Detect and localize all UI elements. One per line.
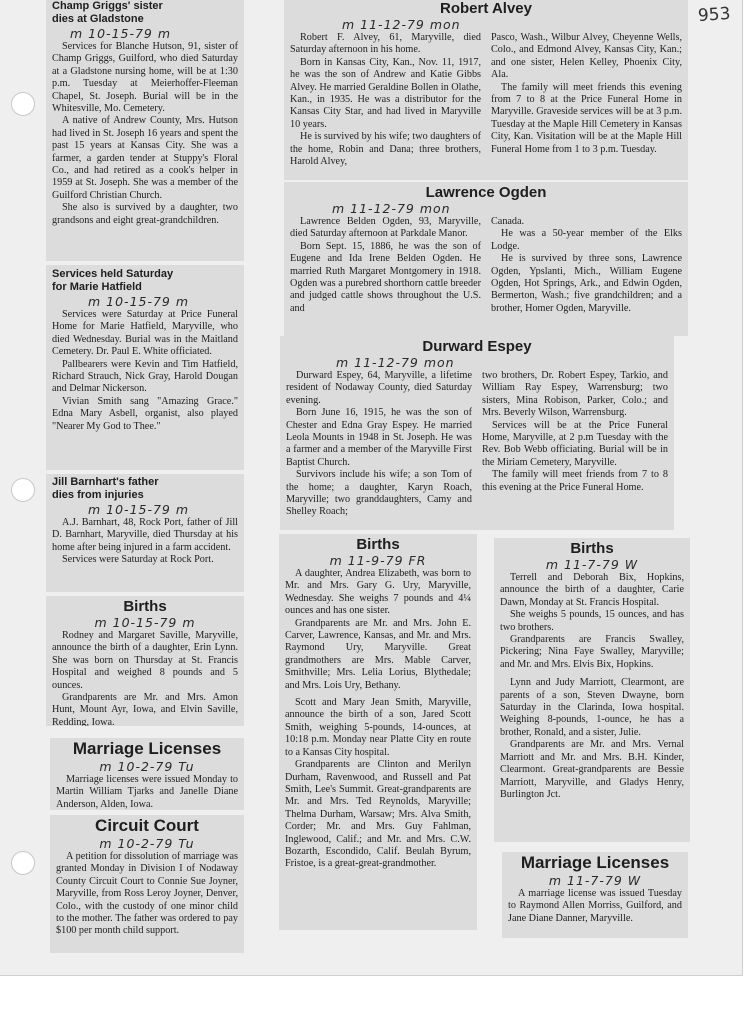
paragraph: She also is survived by a daughter, two grandsons and eight great-grandchildren. bbox=[52, 202, 238, 226]
clipping-marriage-licenses-nov bbox=[502, 852, 688, 938]
paragraph: Grandparents are Mr. and Mrs. Vernal Marriott and Mr. and Mrs. B.H. Kinder, Clearmont. Great-grandparents are Bessie Marriott, Maryville, and Gladys Henry, Burlington Jct. bbox=[500, 739, 684, 800]
clipping-births-saville bbox=[46, 596, 244, 726]
births-heading: Births bbox=[123, 598, 167, 615]
clipping-marriage-licenses-oct bbox=[50, 738, 244, 810]
handwritten-date: m 11-12-79 mon bbox=[332, 201, 451, 216]
paragraph: A.J. Barnhart, 48, Rock Port, father of Jill D. Barnhart, Maryville, died Thursday at his home after being injured in a farm accident. bbox=[52, 517, 238, 553]
births-heading: Births bbox=[356, 536, 400, 553]
obituary-heading: Robert Alvey bbox=[440, 0, 532, 17]
clipping-champ-griggs bbox=[46, 0, 244, 261]
handwritten-date: m 10-15-79 m bbox=[94, 615, 196, 630]
paragraph: Terrell and Deborah Bix, Hopkins, announce the birth of a daughter, Carie Dawn, Monday at St. Francis Hospital. bbox=[500, 572, 684, 608]
paragraph: Services for Blanche Hutson, 91, sister of Champ Griggs, Guilford, who died Saturday at a Gladstone nursing home, will be at 1:30 p.m. Tuesday at Meierhoffer-Fleeman Chapel, St. Joseph. Burial will be in the Whitesville, Mo. Cemetery. bbox=[52, 41, 238, 115]
paragraph: Durward Espey, 64, Maryville, a lifetime resident of Nodaway County, died Saturday evening. bbox=[286, 370, 472, 406]
paragraph: Lawrence Belden Ogden, 93, Maryville, died Saturday afternoon at Parkdale Manor. bbox=[290, 216, 481, 240]
marriage-licenses-heading: Marriage Licenses bbox=[520, 853, 670, 872]
paragraph: Born Sept. 15, 1886, he was the son of Eugene and Ida Irene Belden Ogden. He married Ruth Margaret Montgomery in 1918. Ogden was a purebred shorthorn cattle breeder and judged cattle shows throughout the U.S. and bbox=[290, 240, 481, 314]
paragraph: Services were Saturday at Rock Port. bbox=[62, 554, 214, 566]
paragraph: A petition for dissolution of marriage was granted Monday in Division I of Nodaway County Circuit Court to Connie Sue Joyner, Maryville, from Ross Leroy Joyner, Denver, Colo., with the custody of one minor child to the mother. The father was ordered to pay $100 per month child support. bbox=[56, 851, 238, 937]
paragraph: Lynn and Judy Marriott, Clearmont, are parents of a son, Steven Dwayne, born Saturday in the Clarinda, Iowa hospital. Weighing 8-pounds, 1-ounce, he has a brother, Ronald, and a sister, Julie. bbox=[500, 677, 684, 738]
paragraph: He is survived by three sons, Lawrence Ogden, Ypslanti, Mich., William Eugene Ogden, Hot Springs, Ark., and Edwin Ogden, Bermerton, Wash.; five grandchildren; and a brother, Homer Ogden, Maryville. bbox=[491, 253, 682, 314]
binder-hole-top bbox=[11, 92, 35, 116]
paragraph: Vivian Smith sang "Amazing Grace." Edna Mary Asbell, organist, also played "Nearer My God to Thee." bbox=[52, 395, 238, 432]
paragraph: Born in Kansas City, Kan., Nov. 11, 1917, he was the son of Andrew and Katie Gibbs Alvey. He married Geraldine Bollen in Olathe, Kan., in 1935. He was a distributor for the Kansas City Star, and had lived in Maryville 10 years. bbox=[290, 56, 481, 130]
paragraph: Rodney and Margaret Saville, Maryville, announce the birth of a daughter, Erin Lynn. She was born on Thursday at St. Francis Hospital and weighed 8 pounds and 5 ounces. bbox=[52, 630, 238, 691]
obituary-heading: Lawrence Ogden bbox=[425, 184, 547, 201]
binder-hole-middle bbox=[11, 478, 35, 502]
paragraph: Services were Saturday at Price Funeral Home for Marie Hatfield, Maryville, who died Wednesday. Burial was in the Maitland Cemetery. Dr. Paul E. White officiated. bbox=[52, 309, 238, 358]
marriage-licenses-heading: Marriage Licenses bbox=[72, 739, 222, 758]
paragraph: Grandparents are Mr. and Mrs. Amon Hunt, Mount Ayr, Iowa, and Elvin Saville, Redding, Iowa. bbox=[52, 692, 238, 726]
paragraph: two brothers, Dr. Robert Espey, Tarkio, and William Ray Espey, Warrensburg; two sisters, Mina Robison, Parker, Colo.; and Mrs. Beverly Wilson, Warrensburg. bbox=[482, 370, 668, 419]
binder-hole-bottom bbox=[11, 851, 35, 875]
handwritten-date: m 11-12-79 mon bbox=[342, 17, 461, 32]
obituary-heading: Durward Espey bbox=[422, 338, 532, 355]
handwritten-date: m 11-12-79 mon bbox=[336, 355, 455, 370]
clipping-hatfield bbox=[46, 265, 244, 470]
paragraph: Canada. bbox=[491, 216, 525, 227]
clipping-births-bix-marriott bbox=[494, 538, 690, 842]
paragraph: A native of Andrew County, Mrs. Hutson had lived in St. Joseph 16 years and spent the past 15 years at Kansas City. She was a farmer, a garden tender at Stuppy's Floral Co., and had retired as a cook's helper in 1959 at St. Joseph. She was a member of the Guilford Christian Church. bbox=[52, 115, 238, 201]
paragraph: The family will meet friends this evening from 7 to 8 at the Price Funeral Home in Maryville. Graveside services will be at 3 p.m. Tuesday at the Maple Hill Cemetery in Kansas City, Kan. Visitation will be at the Maple Hill Funeral Home from 1 to 3 p.m. Tuesday. bbox=[491, 81, 682, 155]
clipping-robert-alvey bbox=[284, 0, 688, 180]
handwritten-date: m 10-2-79 Tu bbox=[99, 759, 195, 774]
paragraph: Survivors include his wife; a son Tom of the home; a daughter, Karyn Roach, Maryville; two granddaughters, Camy and Shelley Roach; bbox=[286, 469, 472, 518]
handwritten-date: m 10-15-79 m bbox=[70, 26, 172, 41]
clipping-circuit-court bbox=[50, 815, 244, 953]
paragraph: Robert F. Alvey, 61, Maryville, died Saturday afternoon in his home. bbox=[290, 32, 481, 56]
paragraph: Marriage licenses were issued Monday to Martin William Tjarks and Janelle Diane Anderson, Alden, Iowa. bbox=[56, 774, 238, 810]
paragraph: Grandparents are Clinton and Merilyn Durham, Ravenwood, and Russell and Pat Smith, Lee's Summit. Great-grandparents are Mr. and Mrs. Ted Reynolds, Maryville; Thelma Durham, Warsaw; Mrs. Alva Smith, Corder; Mr. and Mrs. Guy Fahlman, Inglewood, Calif.; and Mr. and Mrs. C.W. Bozarth, Escondido, Calif. Beulah Byrum, Fristoe, is a great-great-grandmother. bbox=[285, 759, 471, 870]
paragraph: He is survived by his wife; two daughters of the home, Robin and Dana; three brothers, Harold Alvey, bbox=[290, 131, 481, 168]
paragraph: He was a 50-year member of the Elks Lodge. bbox=[491, 228, 682, 252]
paragraph: She weighs 5 pounds, 15 ounces, and has two brothers. bbox=[500, 609, 684, 633]
paragraph: Grandparents are Francis Swalley, Pickering; Nina Faye Swalley, Maryville; and Mr. and Mrs. Elvis Bix, Hopkins. bbox=[500, 634, 684, 670]
handwritten-date: m 11-7-79 W bbox=[548, 873, 642, 888]
page-number: 953 bbox=[697, 3, 732, 27]
circuit-court-heading: Circuit Court bbox=[95, 816, 199, 835]
paragraph: Grandparents are Mr. and Mrs. John E. Carver, Lawrence, Kansas, and Mr. and Mrs. Raymond Ury, Maryville. Great grandmothers are Mrs. Mable Carver, Smithville; Mrs. Lelia Lorius, Blythedale; and Mrs. Lois Ury, Bethany. bbox=[285, 617, 471, 691]
paragraph: Pasco, Wash., Wilbur Alvey, Cheyenne Wells, Colo., and Edmond Alvey, Kansas City, Kan.; and one sister, Helen Kelley, Phoenix City, Ala. bbox=[491, 32, 682, 81]
clipping-durward-espey bbox=[280, 336, 674, 530]
paragraph: Born June 16, 1915, he was the son of Chester and Edna Gray Espey. He married Leola Mounts in 1948 in St. Joseph. He was a farmer and a member of the Maryville First Baptist Church. bbox=[286, 407, 472, 468]
handwritten-date: m 10-15-79 m bbox=[88, 502, 190, 517]
handwritten-date: m 11-7-79 W bbox=[545, 557, 639, 572]
clipping-lawrence-ogden bbox=[284, 182, 688, 336]
headline-line-1: Services held Saturday bbox=[52, 268, 174, 280]
clipping-barnhart bbox=[46, 474, 244, 592]
paragraph: The family will meet friends from 7 to 8 this evening at the Price Funeral Home. bbox=[482, 469, 668, 493]
headline-line-1: Champ Griggs' sister bbox=[52, 0, 163, 12]
headline-line-2: dies at Gladstone bbox=[52, 13, 144, 25]
paragraph: A daughter, Andrea Elizabeth, was born to Mr. and Mrs. Gary G. Ury, Maryville, Wednesday. She weighs 7 pounds and 4¼ ounces and has one sister. bbox=[285, 568, 471, 617]
headline-line-2: dies from injuries bbox=[52, 489, 144, 501]
births-heading: Births bbox=[570, 540, 614, 557]
paragraph: A marriage license was issued Tuesday to Raymond Allen Morriss, Guilford, and Jane Diane Danner, Maryville. bbox=[508, 888, 682, 924]
paragraph: Services will be at the Price Funeral Home, Maryville, at 2 p.m Tuesday with the Rev. Bob Webb officiating. Burial will be in the Miriam Cemetery, Maryville. bbox=[482, 419, 668, 468]
handwritten-date: m 10-2-79 Tu bbox=[99, 836, 195, 851]
headline-line-2: for Marie Hatfield bbox=[52, 281, 142, 293]
paragraph: Pallbearers were Kevin and Tim Hatfield, Richard Strauch, Nick Gray, Harold Dougan and Delmar Nickerson. bbox=[52, 358, 238, 395]
handwritten-date: m 10-15-79 m bbox=[88, 294, 190, 309]
clipping-births-ury-smith bbox=[279, 534, 477, 930]
paragraph: Scott and Mary Jean Smith, Maryville, announce the birth of a son, Jared Scott Smith, weighing 5-pounds, 14-ounces, at 10:18 p.m. Monday near Platte City en route to a Kansas City hospital. bbox=[285, 697, 471, 758]
handwritten-date: m 11-9-79 FR bbox=[329, 553, 427, 568]
headline-line-1: Jill Barnhart's father bbox=[52, 476, 159, 488]
